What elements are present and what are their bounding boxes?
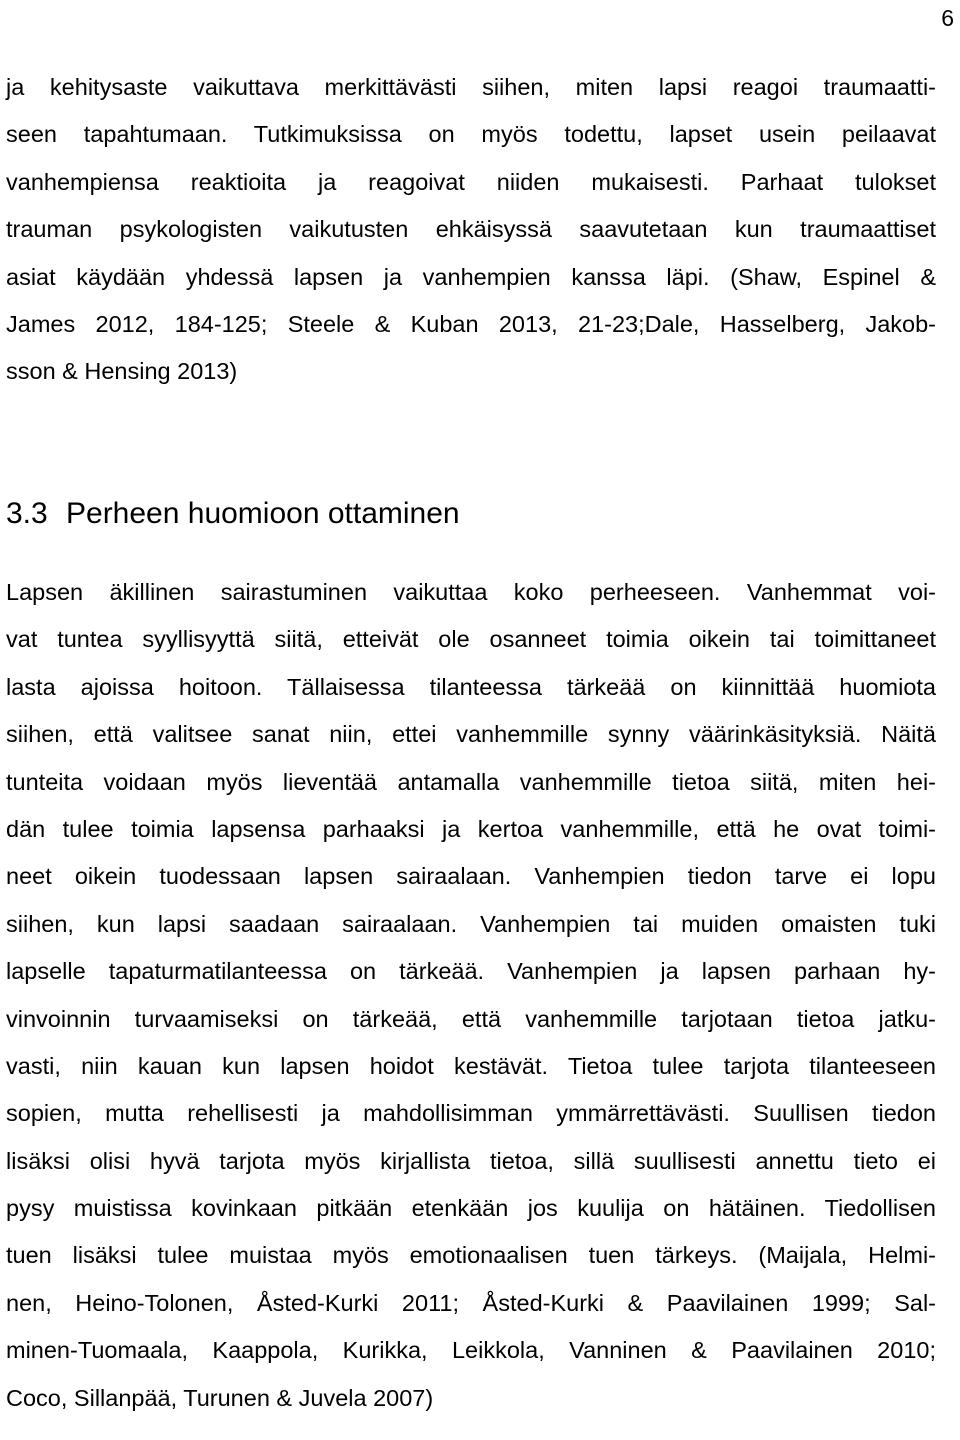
section-title: Perheen huomioon ottaminen <box>66 497 460 530</box>
text-line: tunteita voidaan myös lieventää antamalla vanhemmille tietoa siitä, miten hei- <box>6 768 936 795</box>
paragraph-trauma-reactions <box>6 71 936 403</box>
text-line: seen tapahtumaan. Tutkimuksissa on myös todettu, lapset usein peilaavat <box>6 121 936 148</box>
text-line: asiat käydään yhdessä lapsen ja vanhempien kanssa läpi. (Shaw, Espinel & <box>6 263 936 290</box>
text-line: vat tuntea syyllisyyttä siitä, etteivät ole osanneet toimia oikein tai toimittaneet <box>6 626 936 653</box>
text-line: tuen lisäksi tulee muistaa myös emotionaalisen tuen tärkeys. (Maijala, Helmi- <box>6 1242 936 1269</box>
text-line: ja kehitysaste vaikuttava merkittävästi siihen, miten lapsi reagoi traumaatti- <box>6 74 936 100</box>
text-line: Lapsen äkillinen sairastuminen vaikuttaa koko perheeseen. Vanhemmat voi- <box>6 579 936 605</box>
paragraph-family-consideration <box>6 576 936 1429</box>
text-line: lasta ajoissa hoitoon. Tällaisessa tilanteessa tärkeää on kiinnittää huomiota <box>6 673 936 700</box>
text-line: sopien, mutta rehellisesti ja mahdollisimman ymmärrettävästi. Suullisen tiedon <box>6 1100 936 1127</box>
text-line: vanhempiensa reaktioita ja reagoivat niiden mukaisesti. Parhaat tulokset <box>6 168 936 195</box>
text-line: vasti, niin kauan kun lapsen hoidot kestävät. Tietoa tulee tarjota tilanteeseen <box>6 1052 936 1079</box>
text-line: dän tulee toimia lapsensa parhaaksi ja kertoa vanhemmille, että he ovat toimi- <box>6 815 936 842</box>
section-heading <box>6 494 460 534</box>
text-line: nen, Heino-Tolonen, Åsted-Kurki 2011; Åsted-Kurki & Paavilainen 1999; Sal- <box>6 1289 936 1316</box>
text-line: trauman psykologisten vaikutusten ehkäisyssä saavutetaan kun traumaattiset <box>6 216 936 243</box>
text-line: neet oikein tuodessaan lapsen sairaalaan. Vanhempien tiedon tarve ei lopu <box>6 863 936 890</box>
text-line: Coco, Sillanpää, Turunen & Juvela 2007) <box>6 1384 434 1411</box>
text-line: lapselle tapaturmatilanteessa on tärkeää. Vanhempien ja lapsen parhaan hy- <box>6 958 936 985</box>
text-line: sson & Hensing 2013) <box>6 358 238 385</box>
text-line: siihen, että valitsee sanat niin, ettei vanhemmille synny väärinkäsityksiä. Näitä <box>6 721 936 748</box>
text-line: minen-Tuomaala, Kaappola, Kurikka, Leikkola, Vanninen & Paavilainen 2010; <box>6 1337 936 1364</box>
text-line: pysy muistissa kovinkaan pitkään etenkään jos kuulija on hätäinen. Tiedollisen <box>6 1195 936 1222</box>
text-line: vinvoinnin turvaamiseksi on tärkeää, että vanhemmille tarjotaan tietoa jatku- <box>6 1005 936 1032</box>
text-line: James 2012, 184-125; Steele & Kuban 2013, 21-23;Dale, Hasselberg, Jakob- <box>6 310 936 337</box>
page-number: 6 <box>941 5 954 31</box>
text-line: siihen, kun lapsi saadaan sairaalaan. Vanhempien tai muiden omaisten tuki <box>6 910 936 937</box>
text-line: lisäksi olisi hyvä tarjota myös kirjallista tietoa, sillä suullisesti annettu tieto ei <box>6 1147 936 1174</box>
section-number: 3.3 <box>6 497 48 530</box>
